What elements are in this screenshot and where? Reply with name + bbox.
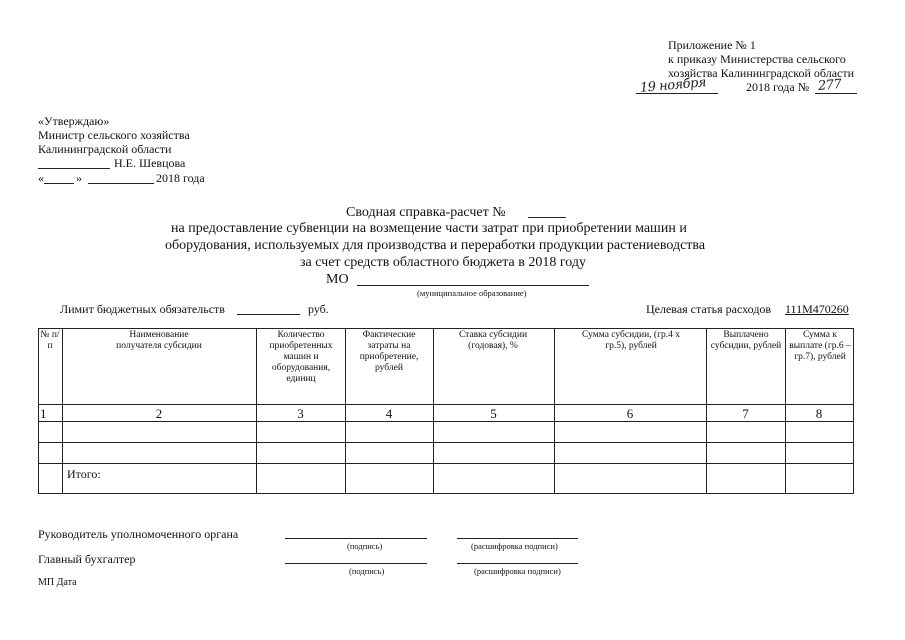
approval-signature-line (38, 168, 110, 169)
header-actual-costs: Фактические затраты на приобретение, рублей (359, 330, 419, 373)
title-line-3: оборудования, используемых для производства и переработки продукции растениеводства (165, 238, 706, 253)
table-border-bottom (38, 493, 854, 494)
appendix-date-handwritten: 19 ноября (639, 75, 707, 96)
approval-line-2: Министр сельского хозяйства (38, 128, 190, 142)
table-row-separator-2 (38, 463, 854, 464)
col-number-1: 1 (40, 406, 47, 421)
mo-caption: (муниципальное образование) (417, 288, 527, 298)
appendix-line-1: Приложение № 1 (668, 38, 756, 52)
col-number-8: 8 (815, 406, 823, 421)
approval-line-1: «Утверждаю» (38, 114, 110, 128)
title-number-line (528, 217, 566, 218)
table-row-separator-1 (38, 442, 854, 443)
head-decode-line (457, 538, 578, 539)
approval-date-close-quote: » (76, 171, 82, 185)
limit-label: Лимит бюджетных обязательств (60, 302, 225, 316)
header-number: № п/п (40, 330, 60, 351)
limit-unit: руб. (308, 302, 329, 316)
title-line-2: на предоставление субвенции на возмещение части затрат при приобретении машин и (171, 221, 687, 236)
col-number-4: 4 (385, 406, 393, 421)
limit-line (237, 314, 300, 315)
mo-line (357, 285, 589, 286)
accountant-decode-caption: (расшифровка подписи) (474, 566, 561, 576)
approval-year: 2018 года (156, 171, 205, 185)
head-decode-caption: (расшифровка подписи) (471, 541, 558, 551)
header-paid: Выплачено субсидии, рублей (710, 330, 782, 351)
appendix-number-handwritten: 277 (817, 77, 842, 94)
approval-line-3: Калининградской области (38, 142, 172, 156)
header-quantity: Количество приобретенных машин и оборудования, единиц (269, 330, 333, 384)
header-subsidy-sum: Сумма субсидии, (гр.4 х гр.5), рублей (582, 330, 680, 351)
accountant-decode-line (457, 563, 578, 564)
title-line-1: Сводная справка-расчет № (346, 205, 506, 220)
col-number-7: 7 (742, 406, 749, 421)
accountant-sign-caption: (подпись) (349, 566, 385, 576)
approval-month-line (88, 183, 154, 184)
col-number-2: 2 (155, 406, 163, 421)
total-label: Итого: (67, 467, 101, 481)
head-sign-caption: (подпись) (347, 541, 383, 551)
col-number-5: 5 (490, 406, 497, 421)
approval-day-line (44, 183, 74, 184)
appendix-year-text: 2018 года № (746, 80, 810, 94)
appendix-date-line (636, 93, 718, 94)
col-number-3: 3 (297, 406, 304, 421)
head-label: Руководитель уполномоченного органа (38, 527, 239, 541)
table-number-separator (38, 421, 854, 422)
target-article-code: 111М470260 (785, 302, 849, 316)
approval-signer: Н.Е. Шевцова (114, 156, 186, 170)
target-article-label: Целевая статья расходов (646, 302, 772, 316)
header-recipient: Наименование получателя субсидии (116, 330, 202, 351)
appendix-line-2: к приказу Министерства сельского (668, 52, 846, 66)
col-number-6: 6 (626, 406, 634, 421)
title-line-4: за счет средств областного бюджета в 2018 году (300, 255, 586, 270)
header-to-pay: Сумма к выплате (гр.6 – гр.7), рублей (789, 330, 851, 362)
header-rate: Ставка субсидии (годовая), % (458, 330, 528, 351)
table-col-border-0 (38, 328, 39, 494)
subsidy-table (38, 328, 854, 494)
accountant-signature-line (285, 563, 427, 564)
head-signature-line (285, 538, 427, 539)
appendix-line-3: хозяйства Калининградской области (668, 66, 855, 80)
approval-date-open-quote: « (38, 171, 44, 185)
appendix-number-line (815, 93, 857, 94)
accountant-label: Главный бухгалтер (38, 552, 136, 566)
mo-label: МО (326, 272, 349, 287)
table-header-separator (38, 404, 854, 405)
table-border-top (38, 328, 854, 329)
stamp-date-label: МП Дата (38, 577, 77, 588)
